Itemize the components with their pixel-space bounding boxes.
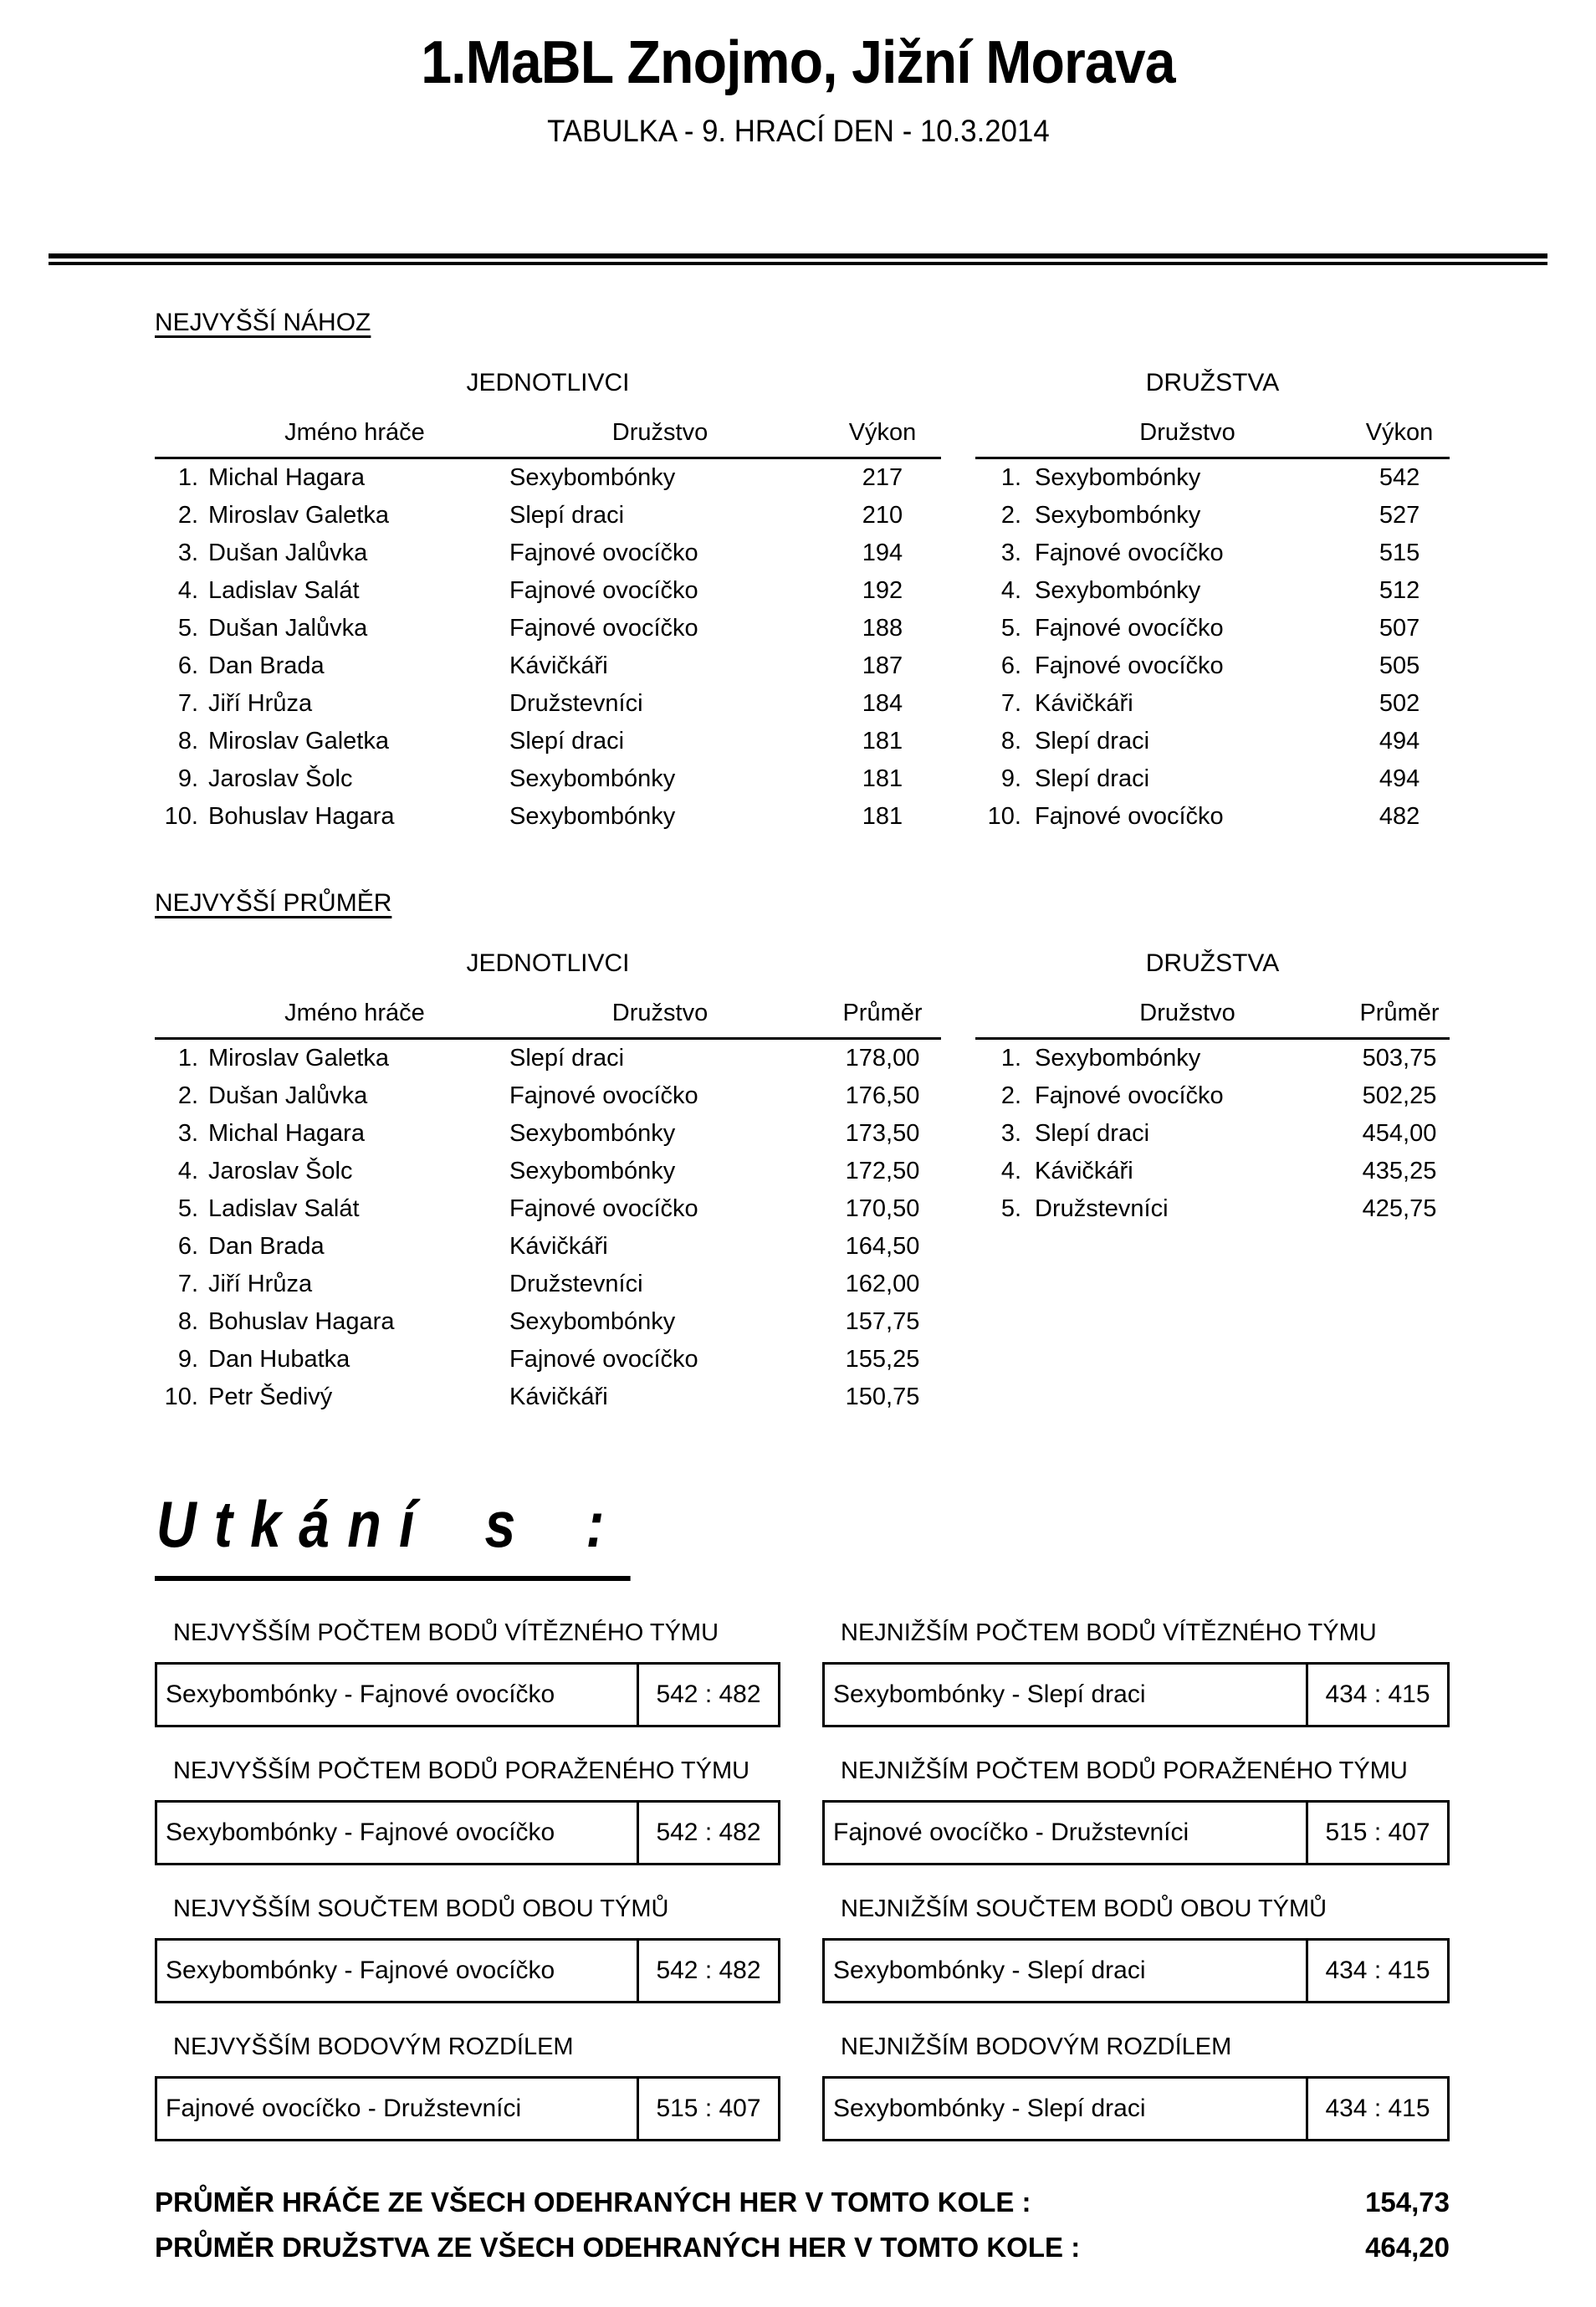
match-pair-box: [822, 1800, 1450, 1865]
match-pair: Sexybombónky - Fajnové ovocíčko: [166, 1818, 555, 1846]
individuals-block: [155, 949, 941, 1416]
table-row: [155, 1039, 941, 1078]
report-header: [0, 0, 1596, 149]
value-cell: 503,75: [1362, 1045, 1437, 1072]
match-label: NEJVYŠŠÍM BODOVÝM ROZDÍLEM: [173, 2033, 574, 2060]
player-name-cell: Dušan Jalůvka: [208, 1082, 368, 1109]
table-row: [155, 760, 941, 798]
value-cell: 150,75: [845, 1384, 920, 1410]
match-pair-box: [155, 1800, 780, 1865]
column-header-team: Družstvo: [975, 419, 1349, 458]
rank-cell: 4.: [177, 1158, 198, 1184]
rank-cell: 6.: [1000, 652, 1021, 679]
player-name-cell: Dan Brada: [208, 1233, 325, 1260]
column-header-team: Družstvo: [496, 1000, 824, 1039]
value-cell: 181: [862, 765, 903, 792]
table-row: [975, 723, 1450, 760]
table-row: [975, 572, 1450, 610]
value-cell: 512: [1379, 577, 1420, 604]
match-item: [822, 1757, 1450, 1865]
rank-cell: 10.: [987, 803, 1021, 830]
matches-grid: [155, 1619, 1450, 2171]
teams-block: [975, 949, 1450, 1416]
value-cell: 210: [862, 502, 903, 529]
team-cell: Fajnové ovocíčko: [509, 540, 698, 566]
table-header-row: [155, 1000, 941, 1039]
team-cell: Sexybombónky: [1035, 577, 1201, 604]
rank-cell: 1.: [177, 1045, 198, 1072]
team-cell: Slepí draci: [509, 502, 625, 529]
rank-cell: 2.: [1000, 502, 1021, 529]
team-cell: Slepí draci: [509, 728, 625, 755]
value-cell: 494: [1379, 728, 1420, 755]
page-title-row: [0, 28, 1596, 97]
table-header-row: [155, 419, 941, 458]
team-cell: Kávičkáři: [1035, 1158, 1133, 1184]
team-cell: Fajnové ovocíčko: [1035, 652, 1224, 679]
matches-heading: Utkání s :: [155, 1486, 631, 1581]
value-cell: 507: [1379, 615, 1420, 642]
teams-table: [975, 1000, 1450, 1228]
rank-cell: 9.: [1000, 765, 1021, 792]
page-subtitle-row: [0, 114, 1596, 149]
summary-row: [155, 2232, 1450, 2264]
table-row: [155, 458, 941, 498]
match-label: NEJNIŽŠÍM POČTEM BODŮ VÍTĚZNÉHO TÝMU: [841, 1619, 1377, 1646]
team-cell: Sexybombónky: [509, 765, 676, 792]
table-row: [975, 1115, 1450, 1153]
column-header-team: Družstvo: [975, 1000, 1349, 1039]
match-pair: Sexybombónky - Slepí draci: [833, 2095, 1146, 2122]
table-row: [155, 685, 941, 723]
match-pair: Sexybombónky - Slepí draci: [833, 1957, 1146, 1984]
value-cell: 170,50: [845, 1195, 920, 1222]
match-item: [822, 1895, 1450, 2003]
tables-row: [155, 369, 1450, 836]
match-score: 542 : 482: [637, 1665, 778, 1725]
table-row: [155, 1379, 941, 1416]
player-name-cell: Bohuslav Hagara: [208, 1308, 395, 1335]
match-item: [822, 2033, 1450, 2141]
individuals-table: [155, 1000, 941, 1416]
rank-cell: 9.: [177, 765, 198, 792]
player-name-cell: Ladislav Salát: [208, 577, 360, 604]
rank-cell: 2.: [1000, 1082, 1021, 1109]
match-score: 542 : 482: [637, 1941, 778, 2001]
column-header-value: Průměr: [824, 1000, 941, 1039]
rank-cell: 4.: [1000, 577, 1021, 604]
summary-row: [155, 2187, 1450, 2218]
team-cell: Sexybombónky: [509, 803, 676, 830]
team-cell: Kávičkáři: [509, 652, 608, 679]
player-name-cell: Miroslav Galetka: [208, 1045, 389, 1072]
table-row: [155, 1341, 941, 1379]
match-label: NEJVYŠŠÍM POČTEM BODŮ PORAŽENÉHO TÝMU: [173, 1757, 750, 1784]
match-score: 434 : 415: [1306, 1941, 1447, 2001]
rank-cell: 4.: [177, 577, 198, 604]
match-label: NEJVYŠŠÍM POČTEM BODŮ VÍTĚZNÉHO TÝMU: [173, 1619, 719, 1646]
table-row: [155, 647, 941, 685]
team-cell: Fajnové ovocíčko: [509, 1082, 698, 1109]
value-cell: 176,50: [845, 1082, 920, 1109]
team-cell: Fajnové ovocíčko: [509, 1195, 698, 1222]
tables-row: [155, 949, 1450, 1416]
player-name-cell: Jaroslav Šolc: [208, 1158, 353, 1184]
player-name-cell: Michal Hagara: [208, 1120, 365, 1147]
player-name-cell: Dan Brada: [208, 652, 325, 679]
teams-table: [975, 419, 1450, 836]
rank-cell: 8.: [177, 728, 198, 755]
rank-cell: 8.: [1000, 728, 1021, 755]
match-score: 542 : 482: [637, 1803, 778, 1863]
rank-cell: 6.: [177, 1233, 198, 1260]
table-row: [975, 1153, 1450, 1190]
match-item: [822, 1619, 1450, 1727]
team-cell: Kávičkáři: [509, 1233, 608, 1260]
table-header-row: [975, 419, 1450, 458]
table-row: [975, 535, 1450, 572]
rank-cell: 8.: [177, 1308, 198, 1335]
value-cell: 502: [1379, 690, 1420, 717]
table-row: [155, 535, 941, 572]
rank-cell: 1.: [177, 464, 198, 491]
rank-cell: 7.: [177, 690, 198, 717]
value-cell: 181: [862, 728, 903, 755]
summary-label: PRŮMĚR HRÁČE ZE VŠECH ODEHRANÝCH HER V TOMTO KOLE :: [155, 2187, 1031, 2217]
value-cell: 173,50: [845, 1120, 920, 1147]
individuals-block: [155, 369, 941, 836]
table-row: [975, 610, 1450, 647]
individuals-table: [155, 419, 941, 836]
table-caption-teams: DRUŽSTVA: [1145, 369, 1280, 396]
team-cell: Fajnové ovocíčko: [1035, 540, 1224, 566]
match-pair: Sexybombónky - Slepí draci: [833, 1680, 1146, 1708]
table-row: [155, 1190, 941, 1228]
table-row: [975, 798, 1450, 836]
summary-label: PRŮMĚR DRUŽSTVA ZE VŠECH ODEHRANÝCH HER V TOMTO KOLE :: [155, 2232, 1081, 2263]
table-row: [155, 798, 941, 836]
rank-cell: 2.: [177, 502, 198, 529]
section-heading: NEJVYŠŠÍ NÁHOZ: [155, 309, 371, 336]
team-cell: Kávičkáři: [509, 1384, 608, 1410]
team-cell: Slepí draci: [509, 1045, 625, 1072]
table-row: [155, 572, 941, 610]
value-cell: 164,50: [845, 1233, 920, 1260]
value-cell: 454,00: [1362, 1120, 1437, 1147]
match-pair: Fajnové ovocíčko - Družstevníci: [833, 1818, 1189, 1846]
value-cell: 155,25: [845, 1346, 920, 1373]
value-cell: 542: [1379, 464, 1420, 491]
table-row: [975, 497, 1450, 535]
value-cell: 217: [862, 464, 903, 491]
team-cell: Družstevníci: [509, 1271, 643, 1297]
matches-heading-row: [155, 1486, 1596, 1581]
column-header-player: Jméno hráče: [155, 1000, 496, 1039]
table-row: [155, 610, 941, 647]
match-item: [155, 2033, 780, 2141]
rank-cell: 5.: [1000, 1195, 1021, 1222]
rank-cell: 5.: [1000, 615, 1021, 642]
summary-block: [155, 2187, 1450, 2264]
value-cell: 435,25: [1362, 1158, 1437, 1184]
team-cell: Sexybombónky: [1035, 502, 1201, 529]
match-pair-box: [155, 1662, 780, 1727]
match-item: [155, 1757, 780, 1865]
table-caption-individuals: JEDNOTLIVCI: [466, 369, 630, 396]
player-name-cell: Miroslav Galetka: [208, 728, 389, 755]
match-pair-box: [155, 1938, 780, 2003]
value-cell: 502,25: [1362, 1082, 1437, 1109]
rank-cell: 3.: [1000, 540, 1021, 566]
player-name-cell: Petr Šedivý: [208, 1384, 333, 1410]
summary-value: 464,20: [1365, 2232, 1450, 2263]
player-name-cell: Bohuslav Hagara: [208, 803, 395, 830]
value-cell: 527: [1379, 502, 1420, 529]
column-header-value: Výkon: [824, 419, 941, 458]
table-row: [975, 1190, 1450, 1228]
table-row: [155, 1077, 941, 1115]
team-cell: Slepí draci: [1035, 1120, 1150, 1147]
match-pair-box: [822, 2076, 1450, 2141]
rank-cell: 10.: [164, 1384, 198, 1410]
player-name-cell: Dan Hubatka: [208, 1346, 350, 1373]
player-name-cell: Jiří Hrůza: [208, 1271, 313, 1297]
team-cell: Kávičkáři: [1035, 690, 1133, 717]
player-name-cell: Dušan Jalůvka: [208, 540, 368, 566]
table-row: [155, 1303, 941, 1341]
match-score: 434 : 415: [1306, 2079, 1447, 2139]
rank-cell: 7.: [177, 1271, 198, 1297]
table-row: [155, 723, 941, 760]
rank-cell: 3.: [177, 540, 198, 566]
table-caption-individuals: JEDNOTLIVCI: [466, 949, 630, 977]
match-label: NEJNIŽŠÍM SOUČTEM BODŮ OBOU TÝMŮ: [841, 1895, 1327, 1922]
team-cell: Družstevníci: [1035, 1195, 1169, 1222]
section-highest-average: [155, 889, 1450, 1416]
table-row: [155, 497, 941, 535]
rank-cell: 6.: [177, 652, 198, 679]
table-row: [155, 1153, 941, 1190]
value-cell: 482: [1379, 803, 1420, 830]
player-name-cell: Jaroslav Šolc: [208, 765, 353, 792]
value-cell: 184: [862, 690, 903, 717]
table-row: [155, 1115, 941, 1153]
team-cell: Fajnové ovocíčko: [509, 577, 698, 604]
team-cell: Družstevníci: [509, 690, 643, 717]
table-row: [975, 1039, 1450, 1078]
player-name-cell: Michal Hagara: [208, 464, 365, 491]
team-cell: Fajnové ovocíčko: [509, 1346, 698, 1373]
value-cell: 505: [1379, 652, 1420, 679]
table-row: [155, 1228, 941, 1266]
table-row: [975, 1077, 1450, 1115]
value-cell: 157,75: [845, 1308, 920, 1335]
rank-cell: 9.: [177, 1346, 198, 1373]
match-pair: Sexybombónky - Fajnové ovocíčko: [166, 1957, 555, 1984]
value-cell: 162,00: [845, 1271, 920, 1297]
team-cell: Sexybombónky: [1035, 1045, 1201, 1072]
rank-cell: 1.: [1000, 1045, 1021, 1072]
value-cell: 494: [1379, 765, 1420, 792]
value-cell: 194: [862, 540, 903, 566]
match-pair-box: [822, 1938, 1450, 2003]
rank-cell: 1.: [1000, 464, 1021, 491]
player-name-cell: Dušan Jalůvka: [208, 615, 368, 642]
value-cell: 178,00: [845, 1045, 920, 1072]
value-cell: 515: [1379, 540, 1420, 566]
table-header-row: [975, 1000, 1450, 1039]
summary-value: 154,73: [1365, 2187, 1450, 2217]
team-cell: Sexybombónky: [1035, 464, 1201, 491]
table-row: [975, 760, 1450, 798]
column-header-value: Průměr: [1349, 1000, 1450, 1039]
table-caption-teams: DRUŽSTVA: [1145, 949, 1280, 977]
match-pair: Sexybombónky - Fajnové ovocíčko: [166, 1680, 555, 1708]
value-cell: 425,75: [1362, 1195, 1437, 1222]
section-highest-game: [155, 309, 1450, 836]
player-name-cell: Ladislav Salát: [208, 1195, 360, 1222]
team-cell: Fajnové ovocíčko: [1035, 615, 1224, 642]
rank-cell: 3.: [1000, 1120, 1021, 1147]
match-item: [155, 1619, 780, 1727]
value-cell: 188: [862, 615, 903, 642]
rank-cell: 10.: [164, 803, 198, 830]
team-cell: Sexybombónky: [509, 1120, 676, 1147]
match-score: 434 : 415: [1306, 1665, 1447, 1725]
match-pair-box: [822, 1662, 1450, 1727]
double-divider: [49, 253, 1547, 265]
team-cell: Slepí draci: [1035, 728, 1150, 755]
value-cell: 192: [862, 577, 903, 604]
team-cell: Sexybombónky: [509, 1158, 676, 1184]
team-cell: Fajnové ovocíčko: [509, 615, 698, 642]
team-cell: Fajnové ovocíčko: [1035, 1082, 1224, 1109]
match-score: 515 : 407: [1306, 1803, 1447, 1863]
team-cell: Fajnové ovocíčko: [1035, 803, 1224, 830]
team-cell: Sexybombónky: [509, 464, 676, 491]
rank-cell: 5.: [177, 615, 198, 642]
team-cell: Slepí draci: [1035, 765, 1150, 792]
match-pair-box: [155, 2076, 780, 2141]
value-cell: 181: [862, 803, 903, 830]
match-label: NEJNIŽŠÍM BODOVÝM ROZDÍLEM: [841, 2033, 1232, 2060]
column-header-value: Výkon: [1349, 419, 1450, 458]
table-row: [975, 685, 1450, 723]
column-header-team: Družstvo: [496, 419, 824, 458]
section-heading: NEJVYŠŠÍ PRŮMĚR: [155, 889, 392, 917]
column-header-player: Jméno hráče: [155, 419, 496, 458]
match-label: NEJVYŠŠÍM SOUČTEM BODŮ OBOU TÝMŮ: [173, 1895, 669, 1922]
page-title: 1.MaBL Znojmo, Jižní Morava: [421, 29, 1175, 96]
table-row: [975, 647, 1450, 685]
match-score: 515 : 407: [637, 2079, 778, 2139]
value-cell: 172,50: [845, 1158, 920, 1184]
player-name-cell: Miroslav Galetka: [208, 502, 389, 529]
match-item: [155, 1895, 780, 2003]
match-label: NEJNIŽŠÍM POČTEM BODŮ PORAŽENÉHO TÝMU: [841, 1757, 1408, 1784]
rank-cell: 2.: [177, 1082, 198, 1109]
table-row: [975, 458, 1450, 498]
rank-cell: 3.: [177, 1120, 198, 1147]
teams-block: [975, 369, 1450, 836]
table-row: [155, 1266, 941, 1303]
page-subtitle: TABULKA - 9. HRACÍ DEN - 10.3.2014: [546, 114, 1050, 148]
rank-cell: 4.: [1000, 1158, 1021, 1184]
player-name-cell: Jiří Hrůza: [208, 690, 313, 717]
value-cell: 187: [862, 652, 903, 679]
rank-cell: 5.: [177, 1195, 198, 1222]
team-cell: Sexybombónky: [509, 1308, 676, 1335]
match-pair: Fajnové ovocíčko - Družstevníci: [166, 2095, 522, 2122]
rank-cell: 7.: [1000, 690, 1021, 717]
